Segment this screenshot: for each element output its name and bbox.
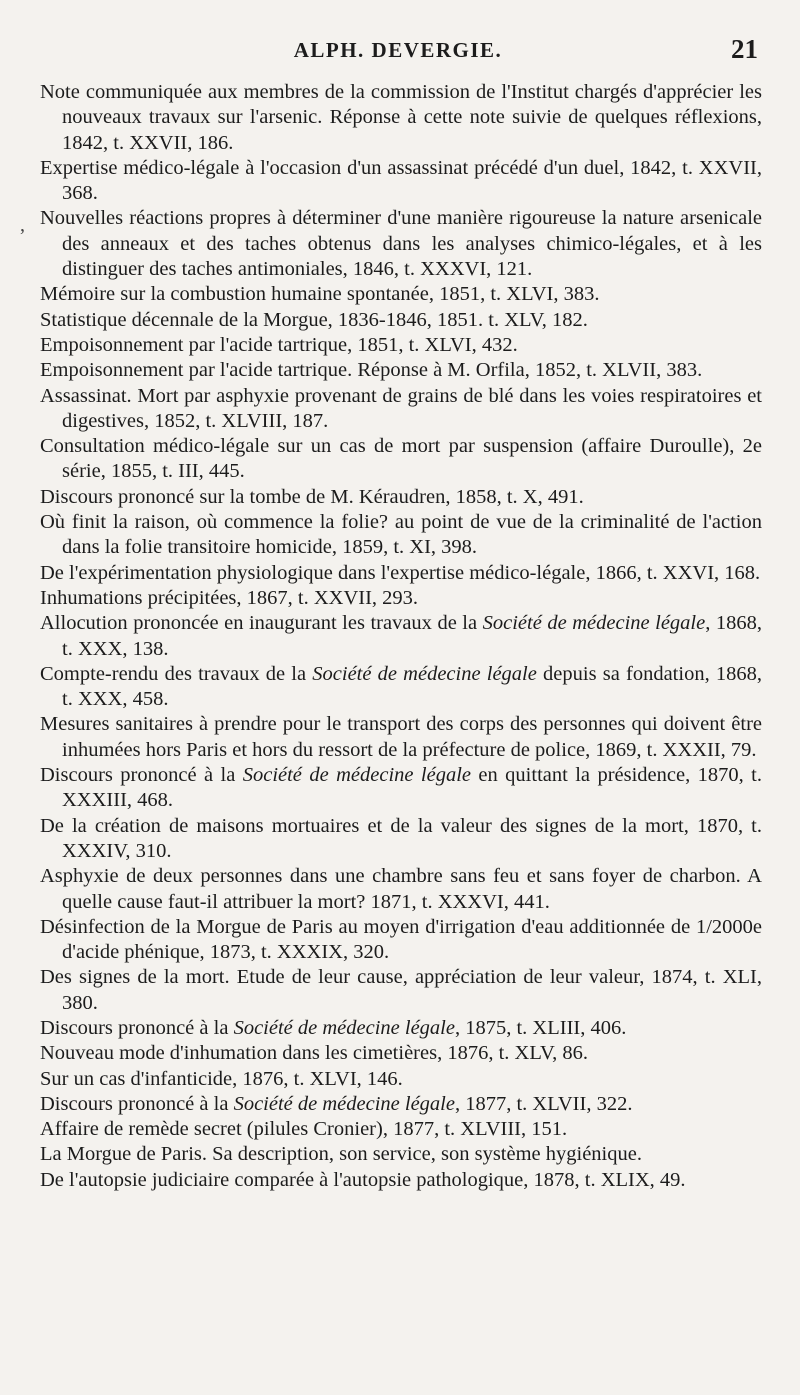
- entry-citation: , 1877, t. XLVII, 322.: [454, 1092, 633, 1115]
- bibliography-entry: [40, 611, 762, 662]
- bibliography-entry: [40, 763, 762, 814]
- bibliography-entry: Affaire de remède secret (pilules Cronier), 1877, t. XLVIII, 151.: [40, 1118, 568, 1141]
- entry-citation: en quittant la présidence, 1870, t. XXXIII, 468.: [62, 764, 762, 812]
- entry-citation: , 1868, t. XXX, 138.: [62, 612, 763, 660]
- entry-text: Discours prononcé à la: [40, 764, 243, 787]
- bibliography-entry: Nouveau mode d'inhumation dans les cimetières, 1876, t. XLV, 86.: [40, 1042, 589, 1065]
- page-header: [38, 34, 758, 74]
- bibliography-entry: Sur un cas d'infanticide, 1876, t. XLVI, 146.: [40, 1067, 403, 1090]
- entry-text: Allocution prononcée en inaugurant les travaux de la: [40, 612, 483, 635]
- bibliography-entry: Nouvelles réactions propres à déterminer d'une manière rigoureuse la nature arsenicale des anneaux et des taches obtenus dans les analyses chimico-légales, et à les distinguer des taches antimoniales, 1846, t. XXXVI, 121.: [40, 207, 762, 281]
- bibliography-entry: Empoisonnement par l'acide tartrique, 1851, t. XLVI, 432.: [40, 333, 518, 356]
- bibliography-entry: [40, 662, 762, 713]
- journal-title: Société de médecine légale: [242, 764, 471, 787]
- bibliography-entry: Discours prononcé sur la tombe de M. Kéraudren, 1858, t. X, 491.: [40, 485, 584, 508]
- bibliography-entry: Asphyxie de deux personnes dans une chambre sans feu et sans foyer de charbon. A quelle cause faut-il attribuer la mort? 1871, t. XXXVI, 441.: [40, 865, 762, 913]
- bibliography-entry: Où finit la raison, où commence la folie? au point de vue de la criminalité de l'action dans la folie transitoire homicide, 1859, t. XI, 398.: [40, 511, 762, 559]
- journal-title: Société de médecine légale: [312, 662, 537, 685]
- bibliography-entry: Consultation médico-légale sur un cas de mort par suspension (affaire Duroulle), 2e série, 1855, t. III, 445.: [40, 435, 762, 483]
- bibliography-entry: Désinfection de la Morgue de Paris au moyen d'irrigation d'eau additionnée de 1/2000e d'acide phénique, 1873, t. XXXIX, 320.: [40, 915, 762, 964]
- bibliography-list: [40, 80, 762, 1193]
- bibliography-entry: Statistique décennale de la Morgue, 1836-1846, 1851. t. XLV, 182.: [40, 308, 588, 331]
- bibliography-entry: [40, 1092, 762, 1117]
- running-head: ALPH. DEVERGIE.: [293, 38, 503, 62]
- bibliography-entry: Inhumations précipitées, 1867, t. XXVII, 293.: [40, 586, 419, 609]
- bibliography-entry: De l'autopsie judiciaire comparée à l'autopsie pathologique, 1878, t. XLIX, 49.: [40, 1168, 686, 1191]
- bibliography-entry: Note communiquée aux membres de la commission de l'Institut chargés d'apprécier les nouveaux travaux sur l'arsenic. Réponse à cette note suivie de quelques réflexions, 1842, t. XXVII, 186.: [40, 81, 762, 154]
- bibliography-entry: Assassinat. Mort par asphyxie provenant de grains de blé dans les voies respiratoires et digestives, 1852, t. XLVIII, 187.: [40, 384, 762, 432]
- entry-text: Compte-rendu des travaux de la: [40, 662, 313, 685]
- bibliography-entry: Mesures sanitaires à prendre pour le transport des corps des personnes qui doivent être inhumées hors Paris et hors du ressort de la préfecture de police, 1869, t. XXXII, 79.: [40, 713, 762, 761]
- margin-mark: ,: [20, 214, 25, 236]
- bibliography-entry: Expertise médico-légale à l'occasion d'un assassinat précédé d'un duel, 1842, t. XXVII, 368.: [40, 156, 762, 205]
- bibliography-entry: La Morgue de Paris. Sa description, son service, son système hygiénique.: [40, 1143, 642, 1166]
- bibliography-entry: [40, 1016, 762, 1041]
- bibliography-entry: Mémoire sur la combustion humaine spontanée, 1851, t. XLVI, 383.: [40, 283, 600, 306]
- bibliography-entry: De la création de maisons mortuaires et de la valeur des signes de la mort, 1870, t. XXXIV, 310.: [40, 814, 762, 862]
- entry-citation: , 1875, t. XLIII, 406.: [454, 1016, 627, 1039]
- bibliography-entry: Empoisonnement par l'acide tartrique. Réponse à M. Orfila, 1852, t. XLVII, 383.: [40, 359, 703, 382]
- entry-text: Discours prononcé à la: [40, 1016, 234, 1039]
- page-number: 21: [731, 34, 758, 64]
- entry-text: Discours prononcé à la: [40, 1092, 234, 1115]
- bibliography-entry: De l'expérimentation physiologique dans l'expertise médico-légale, 1866, t. XXVI, 168.: [40, 561, 761, 584]
- journal-title: Société de médecine légale: [233, 1016, 455, 1039]
- entry-citation: depuis sa fondation, 1868, t. XXX, 458.: [62, 662, 763, 711]
- journal-title: Société de médecine légale: [482, 612, 706, 635]
- bibliography-entry: Des signes de la mort. Etude de leur cause, appréciation de leur valeur, 1874, t. XLI, 380.: [40, 966, 762, 1014]
- journal-title: Société de médecine légale: [233, 1092, 455, 1115]
